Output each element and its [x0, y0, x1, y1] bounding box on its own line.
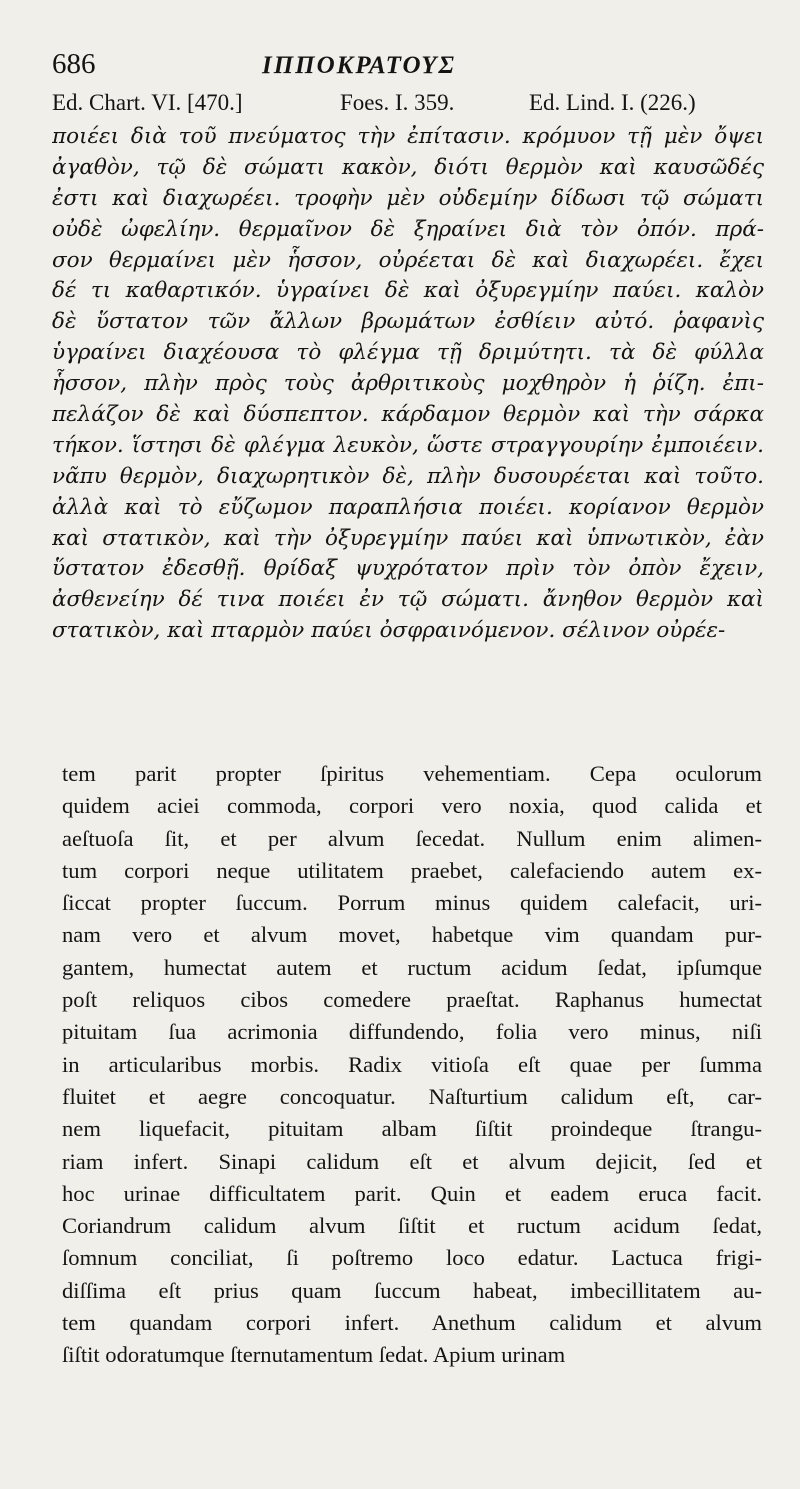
- greek-line: ὕστατον ἐδεσθῇ. θρίδαξ ψυχρότατον πρὶν τὸν ὀπὸν ἔχειν,: [52, 556, 764, 582]
- greek-line: ὑγραίνει διαχέουσα τὸ φλέγμα τῇ δριμύτητι. τὰ δὲ φύλλα: [52, 340, 764, 366]
- latin-line: poſt reliquos cibos comedere praeſtat. Raphanus humectat: [62, 987, 762, 1013]
- edition-ref-lind: Ed. Lind. I. (226.): [529, 90, 696, 115]
- edition-ref-foes: Foes. I. 359.: [340, 90, 455, 115]
- latin-line: tem quandam corpori infert. Anethum calidum et alvum: [62, 1310, 762, 1336]
- latin-line: diſſima eſt prius quam ſuccum habeat, imbecillitatem au-: [62, 1277, 762, 1303]
- running-title: ΙΠΠΟΚΡΑΤΟΥΣ: [262, 52, 456, 79]
- latin-line: ſiſtit odoratumque ſternutamentum ſedat. Apium urinam: [62, 1342, 566, 1368]
- greek-line: ποιέει διὰ τοῦ πνεύματος τὴν ἐπίτασιν. κρόμυον τῇ μὲν ὄψει: [52, 124, 764, 149]
- greek-line: καὶ στατικὸν, καὶ τὴν ὀξυρεγμίην παύει καὶ ὑπνωτικὸν, ἐὰν: [52, 525, 764, 551]
- greek-line: ἀγαθὸν, τῷ δὲ σώματι κακὸν, διότι θερμὸν καὶ καυσῶδές: [52, 154, 764, 180]
- running-head: [52, 48, 752, 88]
- greek-line: ἀσθενείην δέ τινα ποιέει ἐν τῷ σώματι. ἄνηθον θερμὸν καὶ: [52, 587, 764, 613]
- latin-text-block: [62, 758, 762, 1372]
- edition-ref-chart: Ed. Chart. VI. [470.]: [52, 90, 243, 115]
- greek-line: δέ τι καθαρτικόν. ὑγραίνει δὲ καὶ ὀξυρεγμίην παύει. καλὸν: [52, 278, 764, 304]
- greek-line: σον θερμαίνει μὲν ἧσσον, οὐρέεται δὲ καὶ διαχωρέει. ἔχει: [52, 247, 764, 273]
- latin-line: pituitam ſua acrimonia diffundendo, folia vero minus, niſi: [62, 1019, 762, 1045]
- latin-line: tem parit propter ſpiritus vehementiam. Cepa oculorum: [62, 761, 762, 786]
- latin-line: gantem, humectat autem et ructum acidum ſedat, ipſumque: [62, 954, 762, 980]
- latin-line: hoc urinae difficultatem parit. Quin et eadem eruca facit.: [62, 1180, 762, 1206]
- latin-line: fluitet et aegre concoquatur. Naſturtium calidum eſt, car-: [62, 1083, 762, 1109]
- greek-text-block: [52, 122, 764, 647]
- latin-line: quidem aciei commoda, corpori vero noxia, quod calida et: [62, 793, 762, 819]
- greek-line: δὲ ὕστατον τῶν ἄλλων βρωμάτων ἐσθίειν αὐτό. ῥαφανὶς: [52, 309, 764, 335]
- greek-line: οὐδὲ ὠφελίην. θερμαῖνον δὲ ξηραίνει διὰ τὸν ὀπόν. πρά-: [52, 216, 764, 242]
- greek-line: ἀλλὰ καὶ τὸ εὔζωμον παραπλήσια ποιέει. κορίανον θερμὸν: [52, 494, 764, 520]
- greek-line: στατικὸν, καὶ πταρμὸν παύει ὀσφραινόμενον. σέλινον οὐρέε-: [52, 618, 726, 644]
- latin-line: nam vero et alvum movet, habetque vim quandam pur-: [62, 922, 762, 948]
- latin-line: ſomnum conciliat, ſi poſtremo loco edatur. Lactuca frigi-: [62, 1245, 762, 1271]
- greek-line: νᾶπυ θερμὸν, διαχωρητικὸν δὲ, πλὴν δυσουρέεται καὶ τοῦτο.: [52, 463, 764, 489]
- greek-line: πελάζον δὲ καὶ δύσπεπτον. κάρδαμον θερμὸν καὶ τὴν σάρκα: [52, 402, 764, 428]
- edition-references: [52, 90, 752, 120]
- latin-line: riam infert. Sinapi calidum eſt et alvum dejicit, ſed et: [62, 1148, 762, 1174]
- latin-line: ſiccat propter ſuccum. Porrum minus quidem calefacit, uri-: [62, 890, 762, 916]
- latin-line: in articularibus morbis. Radix vitioſa eſt quae per ſumma: [62, 1051, 762, 1077]
- page-number: 686: [52, 48, 96, 80]
- latin-line: Coriandrum calidum alvum ſiſtit et ructum acidum ſedat,: [62, 1213, 762, 1239]
- greek-line: ἧσσον, πλὴν πρὸς τοὺς ἀρθριτικοὺς μοχθηρὸν ἡ ῥίζη. ἐπι-: [52, 371, 764, 397]
- latin-line: nem liquefacit, pituitam albam ſiſtit proindeque ſtrangu-: [62, 1116, 762, 1142]
- greek-line: ἐστι καὶ διαχωρέει. τροφὴν μὲν οὐδεμίην δίδωσι τῷ σώματι: [52, 185, 764, 211]
- latin-line: aeſtuoſa ſit, et per alvum ſecedat. Nullum enim alimen-: [62, 825, 762, 851]
- latin-line: tum corpori neque utilitatem praebet, calefaciendo autem ex-: [62, 857, 762, 883]
- greek-line: τήκον. ἵστησι δὲ φλέγμα λευκὸν, ὥστε στραγγουρίην ἐμποιέειν.: [52, 432, 764, 458]
